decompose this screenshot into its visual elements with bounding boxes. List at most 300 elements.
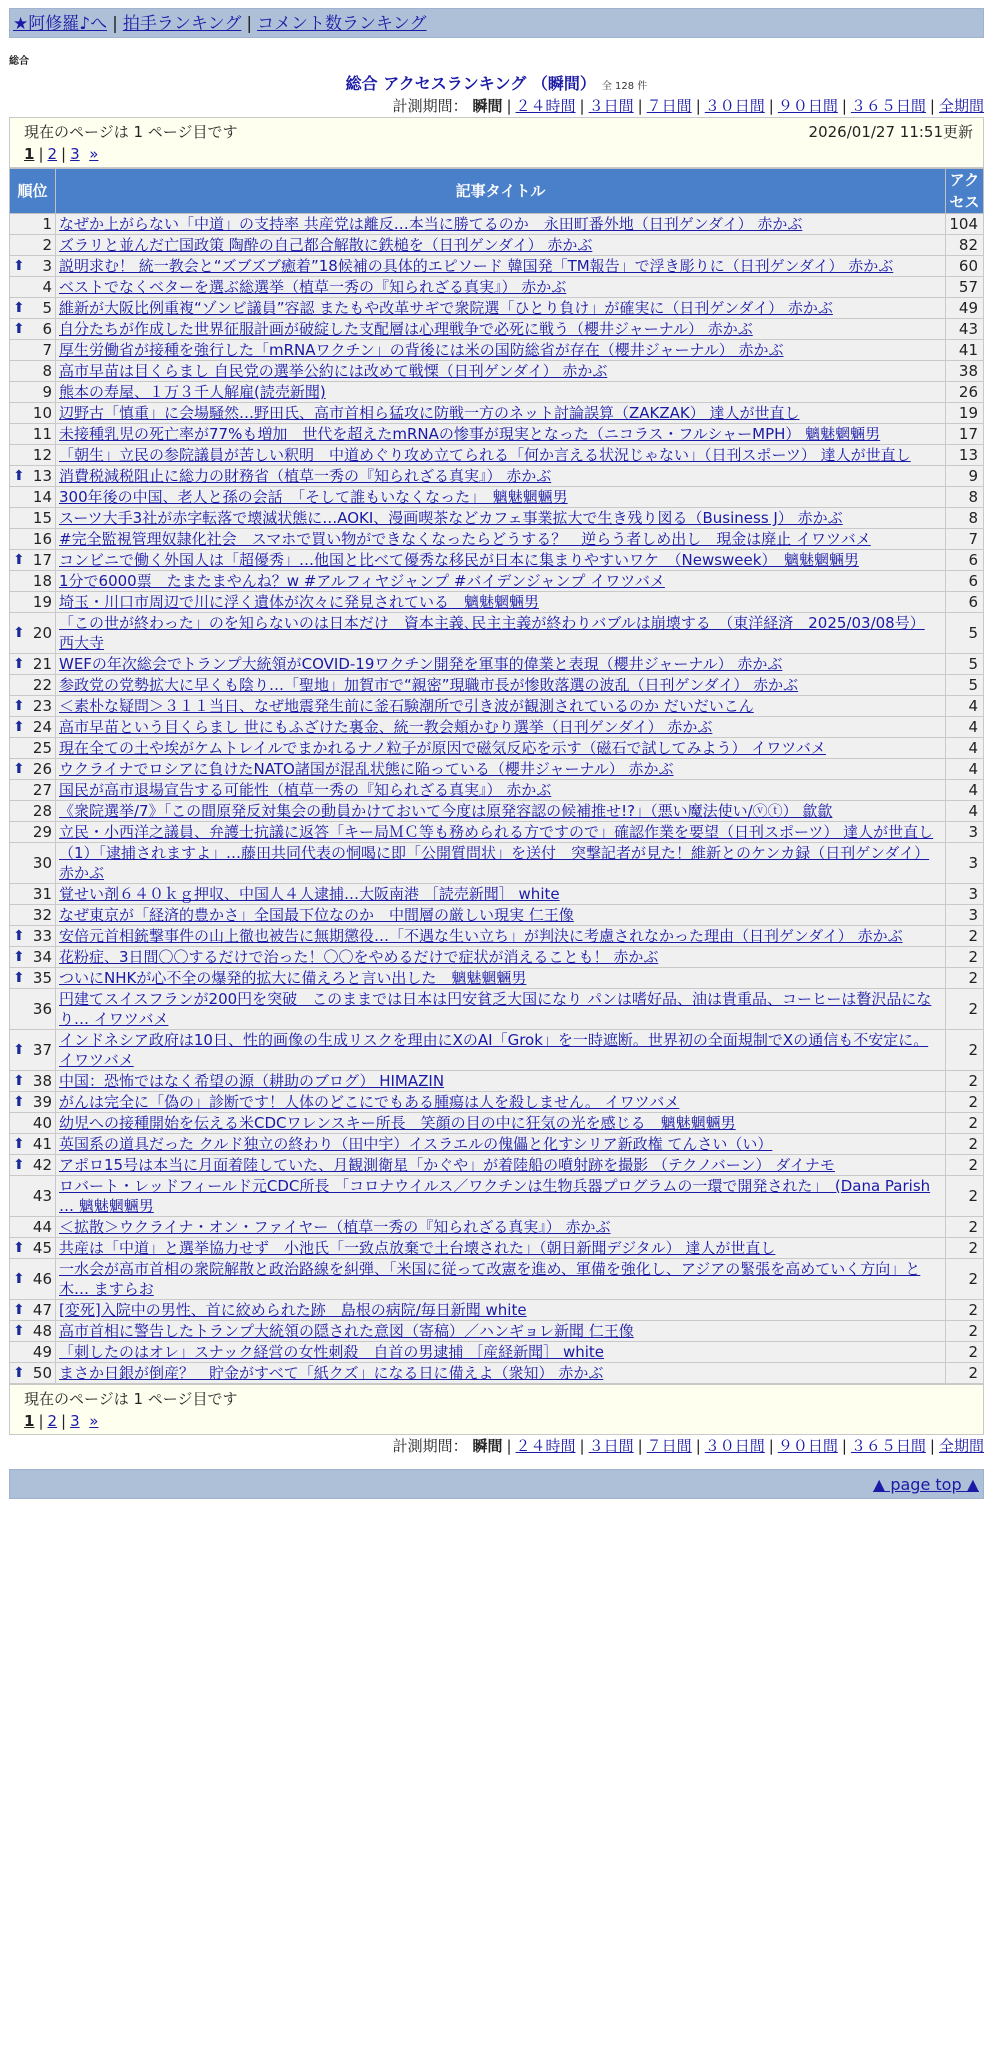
- period-3d-bottom[interactable]: ３日間: [588, 1437, 634, 1455]
- article-link[interactable]: 中国：恐怖ではなく希望の源（耕助のブログ） HIMAZIN: [59, 1072, 445, 1090]
- rank-cell: [10, 905, 56, 926]
- current-page-text-bottom: 現在のページは 1 ページ目です: [24, 1390, 238, 1408]
- period-7d-bottom[interactable]: ７日間: [646, 1437, 692, 1455]
- rank-cell: [10, 592, 56, 613]
- access-count: 41: [946, 340, 984, 361]
- article-link[interactable]: 辺野古「慎重」に会場騒然…野田氏、高市首相ら猛攻に防戦一方のネット討論誤算（ZAKZAK） 達人が世直し: [59, 404, 800, 422]
- period-label-bottom: 計測期間：: [392, 1437, 468, 1455]
- title-cell: [56, 508, 946, 529]
- rank-number: 20: [32, 624, 52, 642]
- title-cell: [56, 1071, 946, 1092]
- article-link[interactable]: ウクライナでロシアに負けたNATO諸国が混乱状態に陥っている（櫻井ジャーナル） 赤かぶ: [59, 760, 674, 778]
- rank-number: 15: [32, 509, 52, 527]
- rank-number: 2: [42, 236, 52, 254]
- table-row: [10, 738, 984, 759]
- title-cell: [56, 822, 946, 843]
- article-link[interactable]: コンビニで働く外国人は「超優秀」…他国と比べて優秀な移民が日本に集まりやすいワケ （Newsweek） 魑魅魍魎男: [59, 551, 859, 569]
- total-count: 全 128 件: [601, 81, 648, 92]
- rank-cell: [10, 1071, 56, 1092]
- article-link[interactable]: 消費税減税阻止に総力の財務省（植草一秀の『知られざる真実』） 赤かぶ: [59, 467, 552, 485]
- article-link[interactable]: アポロ15号は本当に月面着陸していた、月観測衛星「かぐや」が着陸船の噴射跡を撮影 （テクノバーン） ダイナモ: [59, 1156, 835, 1174]
- title-cell: [56, 319, 946, 340]
- up-arrow-icon: ⬆: [13, 300, 25, 316]
- access-count: 2: [946, 1030, 984, 1071]
- page-next[interactable]: »: [89, 145, 99, 163]
- title-cell: [56, 550, 946, 571]
- ranking-table: [9, 168, 984, 1384]
- access-count: 26: [946, 382, 984, 403]
- article-link[interactable]: 安倍元首相銃撃事件の山上徹也被告に無期懲役…「不遇な生い立ち」が判決に考慮されなかった理由（日刊ゲンダイ） 赤かぶ: [59, 927, 903, 945]
- table-row: [10, 1030, 984, 1071]
- rank-number: 46: [32, 1270, 52, 1288]
- table-row: [10, 780, 984, 801]
- access-count: 2: [946, 1238, 984, 1259]
- title-cell: [56, 1363, 946, 1384]
- updated-timestamp: 2026/01/27 11:51更新: [808, 123, 973, 141]
- table-row: [10, 256, 984, 277]
- rank-cell: [10, 466, 56, 487]
- article-link[interactable]: 1分で6000票 たまたまやんね？w #アルフィヤジャンプ #バイデンジャンプ イワツバメ: [59, 572, 665, 590]
- rank-number: 28: [32, 802, 52, 820]
- rank-cell: [10, 1030, 56, 1071]
- up-arrow-icon: ⬆: [13, 1157, 25, 1173]
- article-link[interactable]: スーツ大手3社が赤字転落で壊滅状態に…AOKI、漫画喫茶などカフェ事業拡大で生き残り図る（Business J） 赤かぶ: [59, 509, 843, 527]
- access-count: 3: [946, 822, 984, 843]
- article-link[interactable]: 熊本の寿屋、１万３千人解雇(読売新聞): [59, 383, 326, 401]
- title-cell: [56, 1238, 946, 1259]
- rank-number: 35: [32, 969, 52, 987]
- access-count: 4: [946, 801, 984, 822]
- article-link[interactable]: 一水会が高市首相の衆院解散と政治路線を糾弾、「米国に従って改憲を進め、軍備を強化し、アジアの緊張を高めていく方向」と木… ますらお: [59, 1260, 921, 1298]
- article-link[interactable]: なぜか上がらない「中道」の支持率 共産党は離反…本当に勝てるのか 永田町番外地（日刊ゲンダイ） 赤かぶ: [59, 215, 803, 233]
- table-row: [10, 1155, 984, 1176]
- up-arrow-icon: ⬆: [13, 1094, 25, 1110]
- rank-number: 19: [32, 593, 52, 611]
- title-cell: [56, 214, 946, 235]
- article-link[interactable]: 英国系の道具だった クルド独立の終わり（田中宇）イスラエルの傀儡と化すシリア新政権 てんさい（い）: [59, 1135, 773, 1153]
- period-all[interactable]: 全期間: [938, 97, 984, 115]
- title-cell: [56, 340, 946, 361]
- title-cell: [56, 968, 946, 989]
- rank-cell: [10, 1342, 56, 1363]
- article-link[interactable]: 立民・小西洋之議員、弁護士抗議に返答「キー局ＭＣ等も務められる方ですので」確認作業を要望（日刊スポーツ） 達人が世直し: [59, 823, 934, 841]
- rank-cell: [10, 214, 56, 235]
- rank-cell: [10, 1176, 56, 1217]
- period-365d-bottom[interactable]: ３６５日間: [850, 1437, 926, 1455]
- rank-number: 21: [32, 655, 52, 673]
- title-cell: [56, 613, 946, 654]
- article-link[interactable]: 埼玉・川口市周辺で川に浮く遺体が次々に発見されている 魑魅魍魎男: [59, 593, 540, 611]
- rank-cell: [10, 1217, 56, 1238]
- access-count: 57: [946, 277, 984, 298]
- access-count: 43: [946, 319, 984, 340]
- rank-number: 32: [32, 906, 52, 924]
- title-cell: [56, 1134, 946, 1155]
- article-link[interactable]: 維新が大阪比例重複“ゾンビ議員”容認 またもや改革サギで衆院選「ひとり負け」が確実に（日刊ゲンダイ） 赤かぶ: [59, 299, 833, 317]
- rank-number: 23: [32, 697, 52, 715]
- up-arrow-icon: ⬆: [13, 698, 25, 714]
- table-row: [10, 905, 984, 926]
- article-link[interactable]: ついにNHKが心不全の爆発的拡大に備えろと言い出した 魑魅魍魎男: [59, 969, 527, 987]
- access-count: 104: [946, 214, 984, 235]
- rank-cell: [10, 696, 56, 717]
- period-label: 計測期間：: [392, 97, 468, 115]
- article-link[interactable]: なぜ東京が「経済的豊かさ」全国最下位なのか 中間層の厳しい現実 仁王像: [59, 906, 574, 924]
- access-count: 2: [946, 1363, 984, 1384]
- table-row: [10, 529, 984, 550]
- title-cell: [56, 696, 946, 717]
- period-30d-bottom[interactable]: ３０日間: [704, 1437, 765, 1455]
- page-next-bottom[interactable]: »: [89, 1412, 99, 1430]
- article-link[interactable]: #完全監視管理奴隷化社会 スマホで買い物ができなくなったらどうする？ 逆らう者しめ出し 現金は廃止 イワツバメ: [59, 530, 871, 548]
- rank-number: 10: [32, 404, 52, 422]
- rank-cell: [10, 403, 56, 424]
- table-row: [10, 319, 984, 340]
- rank-number: 3: [42, 257, 52, 275]
- top-nav: ★阿修羅♪へ | 拍手ランキング | コメント数ランキング: [9, 8, 984, 38]
- period-all-bottom[interactable]: 全期間: [938, 1437, 984, 1455]
- article-link[interactable]: 高市早苗という目くらまし 世にもふざけた裏金、統一教会頬かむり選挙（日刊ゲンダイ） 赤かぶ: [59, 718, 713, 736]
- table-row: [10, 1342, 984, 1363]
- rank-cell: [10, 550, 56, 571]
- access-count: 2: [946, 1155, 984, 1176]
- table-row: [10, 654, 984, 675]
- article-link[interactable]: [変死]入院中の男性、首に絞められた跡 島根の病院/毎日新聞 white: [59, 1301, 527, 1319]
- ranking-table-body: [10, 214, 984, 1384]
- rank-number: 11: [32, 425, 52, 443]
- access-count: 19: [946, 403, 984, 424]
- article-link[interactable]: 幼児への接種開始を伝える米CDCワレンスキー所長 笑顔の目の中に狂気の光を感じる 魑魅魍魎男: [59, 1114, 736, 1132]
- period-365d[interactable]: ３６５日間: [850, 97, 926, 115]
- access-count: 5: [946, 675, 984, 696]
- access-count: 2: [946, 1071, 984, 1092]
- rank-cell: [10, 654, 56, 675]
- rank-number: 7: [42, 341, 52, 359]
- table-row: [10, 592, 984, 613]
- article-link[interactable]: まさか日銀が倒産？ 貯金がすべて「紙クズ」になる日に備えよ（衆知） 赤かぶ: [59, 1364, 604, 1382]
- access-count: 2: [946, 1134, 984, 1155]
- period-30d[interactable]: ３０日間: [704, 97, 765, 115]
- article-link[interactable]: 現在全ての土や埃がケムトレイルでまかれるナノ粒子が原因で磁気反応を示す（磁石で試してみよう） イワツバメ: [59, 739, 826, 757]
- pager-top: 現在のページは 1 ページ目です 2026/01/27 11:51更新 1 | 2 | 3 »: [9, 117, 984, 168]
- page-link-3-bottom[interactable]: 3: [70, 1412, 80, 1430]
- table-row: [10, 424, 984, 445]
- rank-number: 1: [42, 215, 52, 233]
- period-selector-top: 計測期間： 瞬間 | ２４時間 | ３日間 | ７日間 | ３０日間 | ９０日間 | ３６５日間 | 全期間: [392, 97, 984, 115]
- access-count: 4: [946, 717, 984, 738]
- rank-cell: [10, 298, 56, 319]
- up-arrow-icon: ⬆: [13, 1042, 25, 1058]
- rank-cell: [10, 277, 56, 298]
- table-row: [10, 445, 984, 466]
- table-row: [10, 1113, 984, 1134]
- article-link[interactable]: 自分たちが作成した世界征服計画が破綻した支配層は心理戦争で必死に戦う（櫻井ジャーナル） 赤かぶ: [59, 320, 753, 338]
- rank-number: 29: [32, 823, 52, 841]
- title-cell: [56, 1217, 946, 1238]
- access-count: 13: [946, 445, 984, 466]
- table-row: [10, 696, 984, 717]
- article-link[interactable]: WEFの年次総会でトランプ大統領がCOVID-19ワクチン開発を軍事的偉業と表現（櫻井ジャーナル） 赤かぶ: [59, 655, 783, 673]
- article-link[interactable]: 「刺したのはオレ」スナック経営の女性刺殺 自首の男逮捕 ［産経新聞］ white: [59, 1343, 604, 1361]
- rank-cell: [10, 759, 56, 780]
- up-arrow-icon: ⬆: [13, 761, 25, 777]
- header-title: 記事タイトル: [56, 169, 946, 214]
- title-cell: [56, 1155, 946, 1176]
- table-row: [10, 235, 984, 256]
- rank-cell: [10, 361, 56, 382]
- title-cell: [56, 235, 946, 256]
- up-arrow-icon: ⬆: [13, 552, 25, 568]
- up-arrow-icon: ⬆: [13, 1302, 25, 1318]
- table-row: [10, 277, 984, 298]
- rank-number: 37: [32, 1041, 52, 1059]
- up-arrow-icon: ⬆: [13, 1323, 25, 1339]
- header-rank: 順位: [10, 169, 56, 214]
- title-cell: [56, 759, 946, 780]
- page-top-link[interactable]: ▲ page top ▲: [872, 1475, 979, 1494]
- table-row: [10, 361, 984, 382]
- up-arrow-icon: ⬆: [13, 1073, 25, 1089]
- nav-clap-ranking[interactable]: 拍手ランキング: [122, 14, 242, 34]
- up-arrow-icon: ⬆: [13, 1240, 25, 1256]
- period-24h-bottom[interactable]: ２４時間: [515, 1437, 576, 1455]
- title-cell: [56, 361, 946, 382]
- rank-cell: [10, 947, 56, 968]
- access-count: 3: [946, 884, 984, 905]
- period-current-bottom: 瞬間: [472, 1437, 503, 1455]
- access-count: 49: [946, 298, 984, 319]
- page-link-3[interactable]: 3: [70, 145, 80, 163]
- table-row: [10, 340, 984, 361]
- rank-number: 25: [32, 739, 52, 757]
- title-cell: [56, 1342, 946, 1363]
- up-arrow-icon: ⬆: [13, 719, 25, 735]
- table-row: [10, 989, 984, 1030]
- article-link[interactable]: ＜素朴な疑問＞３１１当日、なぜ地震発生前に釜石験潮所で引き波が観測されているのか だいだいこん: [59, 697, 754, 715]
- rank-number: 44: [32, 1218, 52, 1236]
- article-link[interactable]: ズラリと並んだ亡国政策 陶酔の自己都合解散に鉄槌を（日刊ゲンダイ） 赤かぶ: [59, 236, 593, 254]
- up-arrow-icon: ⬆: [13, 258, 25, 274]
- rank-number: 18: [32, 572, 52, 590]
- title-cell: [56, 487, 946, 508]
- title-cell: [56, 926, 946, 947]
- access-count: 38: [946, 361, 984, 382]
- table-row: [10, 759, 984, 780]
- up-arrow-icon: ⬆: [13, 1271, 25, 1287]
- article-link[interactable]: 未接種乳児の死亡率が77%も増加 世代を超えたmRNAの惨事が現実となった（ニコラス・フルシャーMPH） 魑魅魍魎男: [59, 425, 881, 443]
- rank-cell: [10, 1259, 56, 1300]
- rank-cell: [10, 529, 56, 550]
- title-cell: [56, 675, 946, 696]
- rank-cell: [10, 1113, 56, 1134]
- access-count: 2: [946, 1092, 984, 1113]
- table-row: [10, 675, 984, 696]
- access-count: 4: [946, 738, 984, 759]
- article-link[interactable]: インドネシア政府は10日、性的画像の生成リスクを理由にXのAI「Grok」を一時遮断。世界初の全面規制でXの通信も不安定に。 イワツバメ: [59, 1031, 929, 1069]
- rank-cell: [10, 1134, 56, 1155]
- title-cell: [56, 738, 946, 759]
- title-cell: [56, 256, 946, 277]
- table-row: [10, 843, 984, 884]
- access-count: 3: [946, 905, 984, 926]
- table-row: [10, 1071, 984, 1092]
- title-cell: [56, 780, 946, 801]
- current-page-text: 現在のページは 1 ページ目です: [24, 123, 238, 141]
- table-row: [10, 466, 984, 487]
- access-count: 2: [946, 1176, 984, 1217]
- title-cell: [56, 382, 946, 403]
- access-count: 9: [946, 466, 984, 487]
- article-link[interactable]: 高市首相に警告したトランプ大統領の隠された意図（寄稿）／ハンギョレ新聞 仁王像: [59, 1322, 634, 1340]
- table-row: [10, 884, 984, 905]
- access-count: 7: [946, 529, 984, 550]
- access-count: 6: [946, 592, 984, 613]
- period-3d[interactable]: ３日間: [588, 97, 634, 115]
- table-row: [10, 1134, 984, 1155]
- article-link[interactable]: 覚せい剤６４０ｋｇ押収、中国人４人逮捕…大阪南港 ［読売新聞］ white: [59, 885, 560, 903]
- access-count: 2: [946, 1342, 984, 1363]
- table-header-row: [10, 169, 984, 214]
- article-link[interactable]: 共産は「中道」と選挙協力せず 小池氏「一致点放棄で土台壊された」（朝日新聞デジタル） 達人が世直し: [59, 1239, 776, 1257]
- page-link-2[interactable]: 2: [47, 145, 58, 163]
- table-row: [10, 717, 984, 738]
- title-cell: [56, 1030, 946, 1071]
- rank-cell: [10, 1238, 56, 1259]
- pager-bottom: 現在のページは 1 ページ目です 1 | 2 | 3 »: [9, 1384, 984, 1435]
- access-count: 5: [946, 654, 984, 675]
- rank-number: 50: [32, 1364, 52, 1382]
- rank-number: 39: [32, 1093, 52, 1111]
- access-count: 2: [946, 1217, 984, 1238]
- article-link[interactable]: 円建てスイスフランが200円を突破 このままでは日本は円安貧乏大国になり パンは嗜好品、油は貴重品、コーヒーは贅沢品になり… イワツバメ: [59, 990, 932, 1028]
- page-link-2-bottom[interactable]: 2: [47, 1412, 58, 1430]
- rank-number: 43: [32, 1187, 52, 1205]
- period-90d[interactable]: ９０日間: [777, 97, 838, 115]
- rank-number: 6: [42, 320, 52, 338]
- table-row: [10, 1092, 984, 1113]
- rank-cell: [10, 382, 56, 403]
- access-count: 60: [946, 256, 984, 277]
- article-link[interactable]: 花粉症、3日間〇〇するだけで治った！〇〇をやめるだけで症状が消えることも！ 赤かぶ: [59, 948, 659, 966]
- rank-cell: [10, 801, 56, 822]
- rank-cell: [10, 989, 56, 1030]
- table-row: [10, 571, 984, 592]
- article-link[interactable]: 高市早苗は目くらまし 自民党の選挙公約には改めて戦慄（日刊ゲンダイ） 赤かぶ: [59, 362, 608, 380]
- table-row: [10, 1300, 984, 1321]
- title-cell: [56, 571, 946, 592]
- article-link[interactable]: 「この世が終わった」のを知らないのは日本だけ 資本主義､民主主義が終わりバブルは崩壊する （東洋経済 2025/03/08号） 西大寺: [59, 614, 925, 652]
- page-title: 総合 アクセスランキング （瞬間）: [345, 74, 596, 93]
- rank-cell: [10, 1092, 56, 1113]
- table-row: [10, 822, 984, 843]
- rank-number: 36: [32, 1000, 52, 1018]
- title-cell: [56, 717, 946, 738]
- rank-number: 27: [32, 781, 52, 799]
- period-24h[interactable]: ２４時間: [515, 97, 576, 115]
- table-row: [10, 487, 984, 508]
- table-row: [10, 1176, 984, 1217]
- title-cell: [56, 947, 946, 968]
- access-count: 8: [946, 487, 984, 508]
- rank-cell: [10, 424, 56, 445]
- title-cell: [56, 1113, 946, 1134]
- article-link[interactable]: ロバート・レッドフィールド元CDC所長 「コロナウイルス／ワクチンは生物兵器プログラムの一環で開発された」 (Dana Parish … 魑魅魍魎男: [59, 1177, 931, 1215]
- access-count: 2: [946, 1300, 984, 1321]
- up-arrow-icon: ⬆: [13, 321, 25, 337]
- rank-cell: [10, 1155, 56, 1176]
- page-link-current: 1: [24, 145, 35, 163]
- rank-cell: [10, 256, 56, 277]
- rank-cell: [10, 843, 56, 884]
- rank-cell: [10, 613, 56, 654]
- period-selector-bottom: 計測期間： 瞬間 | ２４時間 | ３日間 | ７日間 | ３０日間 | ９０日間 | ３６５日間 | 全期間: [392, 1437, 984, 1455]
- access-count: 2: [946, 989, 984, 1030]
- access-count: 6: [946, 550, 984, 571]
- period-current: 瞬間: [472, 97, 503, 115]
- article-link[interactable]: がんは完全に「偽の」診断です！人体のどこにでもある腫瘍は人を殺しません。 イワツバメ: [59, 1093, 680, 1111]
- article-link[interactable]: 《衆院選挙/7》「この間原発反対集会の動員かけておいて今度は原発容認の候補推せ!?」（悪い魔法使い/ⓥⓣ） 歙歙: [59, 802, 833, 820]
- rank-cell: [10, 508, 56, 529]
- article-link[interactable]: 300年後の中国、老人と孫の会話 「そして誰もいなくなった」 魑魅魍魎男: [59, 488, 568, 506]
- nav-ashura-home[interactable]: ★阿修羅♪へ: [13, 14, 108, 34]
- rank-cell: [10, 445, 56, 466]
- rank-cell: [10, 822, 56, 843]
- title-cell: [56, 445, 946, 466]
- nav-comment-ranking[interactable]: コメント数ランキング: [257, 14, 427, 34]
- rank-number: 47: [32, 1301, 52, 1319]
- article-link[interactable]: ベストでなくベターを選ぶ総選挙（植草一秀の『知られざる真実』） 赤かぶ: [59, 278, 567, 296]
- access-count: 3: [946, 843, 984, 884]
- table-row: [10, 1259, 984, 1300]
- rank-cell: [10, 738, 56, 759]
- table-row: [10, 801, 984, 822]
- access-count: 2: [946, 1259, 984, 1300]
- title-cell: [56, 424, 946, 445]
- access-count: 5: [946, 613, 984, 654]
- article-link[interactable]: （1）「逮捕されますよ」…藤田共同代表の恫喝に即「公開質問状」を送付 突撃記者が見た！維新とのケンカ録（日刊ゲンダイ） 赤かぶ: [59, 844, 930, 882]
- article-link[interactable]: ＜拡散＞ウクライナ・オン・ファイヤー（植草一秀の『知られざる真実』） 赤かぶ: [59, 1218, 611, 1236]
- up-arrow-icon: ⬆: [13, 1365, 25, 1381]
- article-link[interactable]: 国民が高市退場宣告する可能性（植草一秀の『知られざる真実』） 赤かぶ: [59, 781, 552, 799]
- table-row: [10, 298, 984, 319]
- title-cell: [56, 277, 946, 298]
- article-link[interactable]: 「朝生」立民の参院議員が苦しい釈明 中道めぐり攻め立てられる「何か言える状況じゃない」（日刊スポーツ） 達人が世直し: [59, 446, 911, 464]
- table-row: [10, 1321, 984, 1342]
- rank-number: 41: [32, 1135, 52, 1153]
- rank-number: 42: [32, 1156, 52, 1174]
- up-arrow-icon: ⬆: [13, 656, 25, 672]
- article-link[interactable]: 説明求む！ 統一教会と“ズブズブ癒着”18候補の具体的エピソード 韓国発「TM報告」で浮き彫りに（日刊ゲンダイ） 赤かぶ: [59, 257, 894, 275]
- title-cell: [56, 884, 946, 905]
- rank-number: 14: [32, 488, 52, 506]
- header-access: アクセス: [946, 169, 984, 214]
- rank-cell: [10, 926, 56, 947]
- period-7d[interactable]: ７日間: [646, 97, 692, 115]
- access-count: 17: [946, 424, 984, 445]
- rank-number: 9: [42, 383, 52, 401]
- page: [9, 0, 984, 1499]
- article-link[interactable]: 厚生労働省が接種を強行した「mRNAワクチン」の背後には米の国防総省が存在（櫻井ジャーナル） 赤かぶ: [59, 341, 784, 359]
- rank-cell: [10, 235, 56, 256]
- rank-cell: [10, 717, 56, 738]
- rank-number: 17: [32, 551, 52, 569]
- article-link[interactable]: 参政党の党勢拡大に早くも陰り…「聖地」加賀市で“親密”現職市長が惨敗落選の波乱（日刊ゲンダイ） 赤かぶ: [59, 676, 799, 694]
- period-90d-bottom[interactable]: ９０日間: [777, 1437, 838, 1455]
- access-count: 4: [946, 759, 984, 780]
- title-cell: [56, 654, 946, 675]
- title-cell: [56, 466, 946, 487]
- rank-number: 26: [32, 760, 52, 778]
